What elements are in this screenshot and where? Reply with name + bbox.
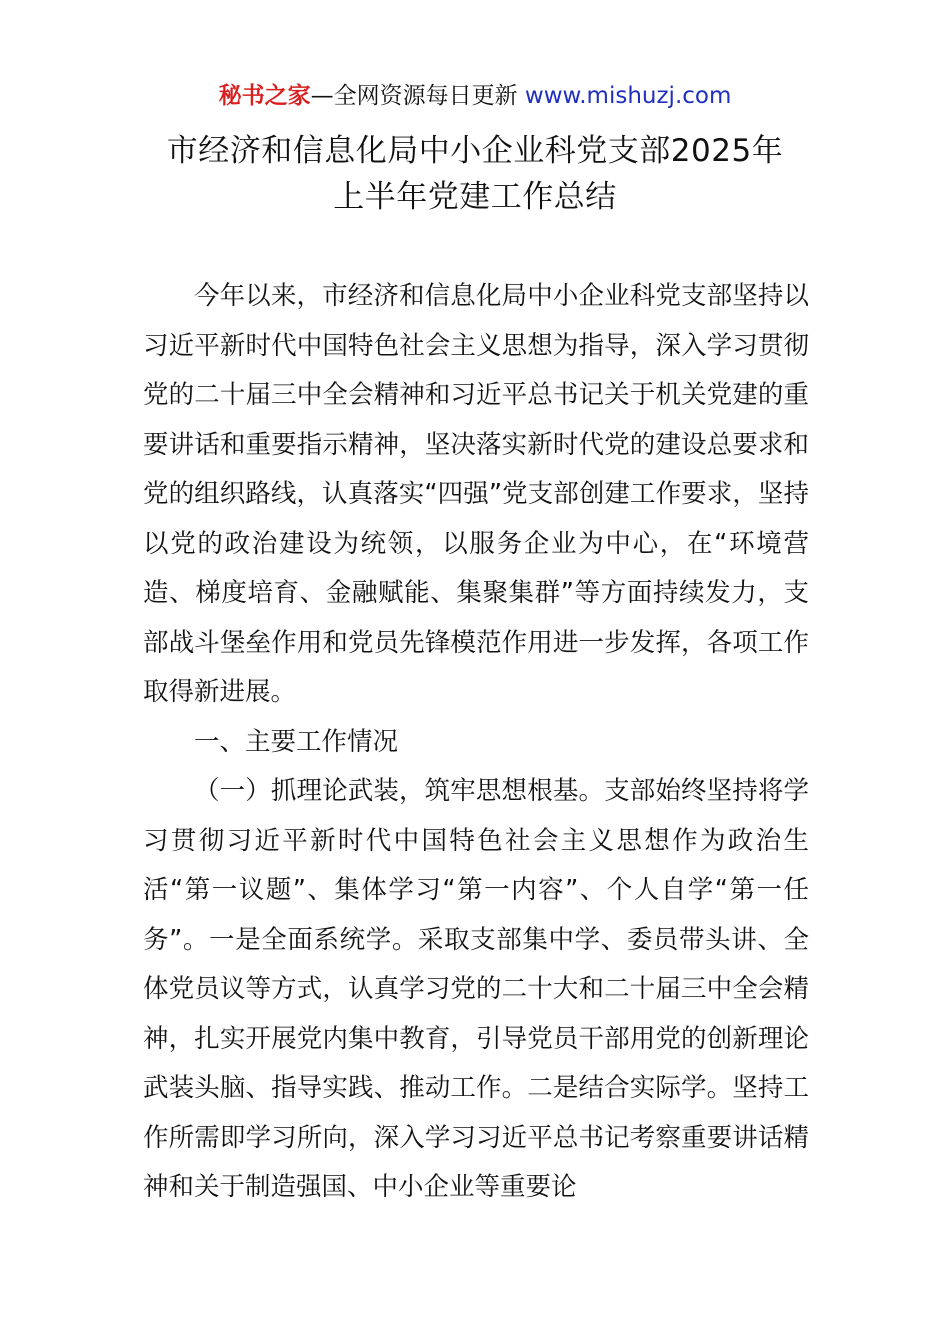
banner-brand: 秘书之家 [218, 83, 311, 109]
document-body [143, 272, 809, 1213]
body-paragraph-intro: 今年以来，市经济和信息化局中小企业科党支部坚持以习近平新时代中国特色社会主义思想为指导，深入学习贯彻党的二十届三中全会精神和习近平总书记关于机关党建的重要讲话和重要指示精神，坚决落实新时代党的建设总要求和党的组织路线，认真落实“四强”党支部创建工作要求，坚持以党的政治建设为统领，以服务企业为中心，在“环境营造、梯度培育、金融赋能、集聚集群”等方面持续发力，支部战斗堡垒作用和党员先锋模范作用进一步发挥，各项工作取得新进展。 [143, 281, 809, 707]
title-line-2: 上半年党建工作总结 [333, 179, 617, 215]
title-line-1: 市经济和信息化局中小企业科党支部2025年 [166, 133, 784, 169]
site-banner [0, 80, 950, 112]
banner-tagline: —全网资源每日更新 [310, 83, 525, 109]
section-heading: 一、主要工作情况 [194, 726, 399, 757]
banner-url-link[interactable]: www.mishuzj.com [524, 83, 732, 109]
document-title [0, 128, 950, 220]
body-paragraph-theory: （一）抓理论武装，筑牢思想根基。支部始终坚持将学习贯彻习近平新时代中国特色社会主义思想作为政治生活“第一议题”、集体学习“第一内容”、个人自学“第一任务”。一是全面系统学。采取支部集中学、委员带头讲、全体党员议等方式，认真学习党的二十大和二十届三中全会精神，扎实开展党内集中教育，引导党员干部用党的创新理论武装头脑、指导实践、推动工作。二是结合实际学。坚持工作所需即学习所向，深入学习习近平总书记考察重要讲话精神和关于制造强国、中小企业等重要论 [143, 776, 809, 1202]
